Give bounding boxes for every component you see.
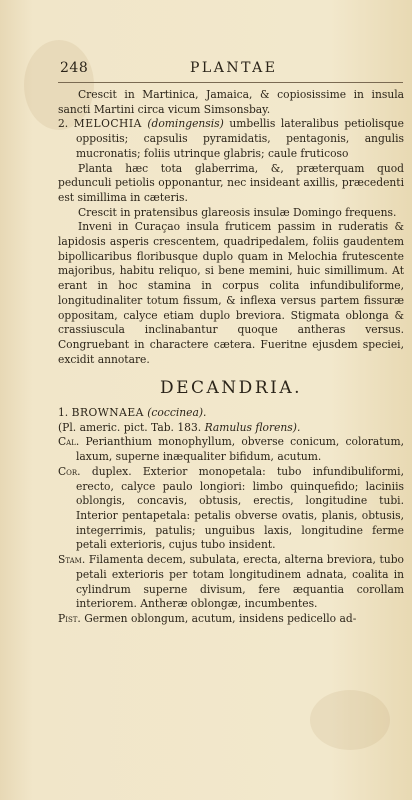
reference: (Pl. americ. pict. Tab. 183. xyxy=(58,420,202,434)
section-title: DECANDRIA. xyxy=(159,378,303,399)
genus-name: BROWNAEA xyxy=(71,406,144,420)
corolla-label: Cor. xyxy=(58,464,81,478)
genus-name: MELOCHIA xyxy=(73,117,142,131)
stamen-text: Filamenta decem, subulata, erecta, alterna breviora, tubo petali exterioris per totam longitudinem adnata, coalita in cylindrum superne divisum, fere æquantia corollam interiorem. Antheræ oblongæ, incumbentes. xyxy=(76,553,404,611)
page-number: 248 xyxy=(60,60,89,76)
species-entry xyxy=(58,117,404,161)
corolla-description xyxy=(58,465,404,553)
stamen-description xyxy=(58,553,404,612)
header-rule xyxy=(58,82,403,83)
running-header xyxy=(60,60,400,80)
species-name: (domingensis) xyxy=(147,117,224,131)
calyx-description xyxy=(58,435,404,464)
reference-note: Ramulus florens). xyxy=(204,420,301,434)
calyx-text: Perianthium monophyllum, obverse conicum, coloratum, laxum, superne inæqualiter bifidum, acutum. xyxy=(76,435,404,464)
paragraph: Inveni in Curaçao insula fruticem passim in ruderatis & lapidosis asperis crescentem, quadripedalem, foliis gaudentem bipollicaribus floribusque duplo quam in Melochia frutescente majoribus, habitu reliquo, si bene memini, huic simillimum. At erant in hoc stamina in corpus colita infundibuliforme, longitudinaliter totum fissum, & inflexa versus partem fissuræ oppositam, calyce etiam duplo breviora. Stigmata oblonga & crassiuscula inclinabantur quoque antheras versus. Congruebant in charactere cætera. Fueritne ejusdem speciei, excidit annotare. xyxy=(58,220,404,366)
pistil-text: Germen oblongum, acutum, insidens pedicello ad- xyxy=(84,611,357,625)
page-body xyxy=(58,88,404,627)
stamen-label: Stam. xyxy=(58,553,86,567)
genus-entry xyxy=(58,406,404,421)
entry-number: 2. xyxy=(58,117,69,131)
running-title: PLANTAE xyxy=(190,60,278,76)
paragraph: Planta hæc tota glaberrima, &, præterquam quod pedunculi petiolis opponantur, nec insideant axillis, præcedenti est simillima in cæteris. xyxy=(58,161,404,204)
reference-line xyxy=(58,421,404,436)
calyx-label: Cal. xyxy=(58,435,80,449)
corolla-text: duplex. Exterior monopetala: tubo infundibuliformi, erecto, calyce paulo longiori: limbo quinquefido; laciniis oblongis, concavis, obtusis, erectis, longitudine tubi. Interior pentapetala: petalis obverse ovatis, planis, obtusis, integerrimis, patulis; unguibus laxis, longitudine ferme petali exterioris, cujus tubo insident. xyxy=(76,464,404,552)
entry-number: 1. xyxy=(58,406,69,420)
paragraph: Crescit in Martinica, Jamaica, & copiosissime in insula sancti Martini circa vicum Simsonsbay. xyxy=(58,88,404,116)
pistil-description xyxy=(58,612,404,627)
pistil-label: Pist. xyxy=(58,611,81,625)
species-diagnosis: umbellis lateralibus petiolisque oppositis; capsulis pyramidatis, pentagonis, angulis mucronatis; foliis utrinque glabris; caule fruticoso xyxy=(76,117,405,160)
species-name: (coccinea). xyxy=(147,406,207,420)
paragraph: Crescit in pratensibus glareosis insulæ Domingo frequens. xyxy=(78,205,397,219)
paper-stain xyxy=(310,690,390,750)
